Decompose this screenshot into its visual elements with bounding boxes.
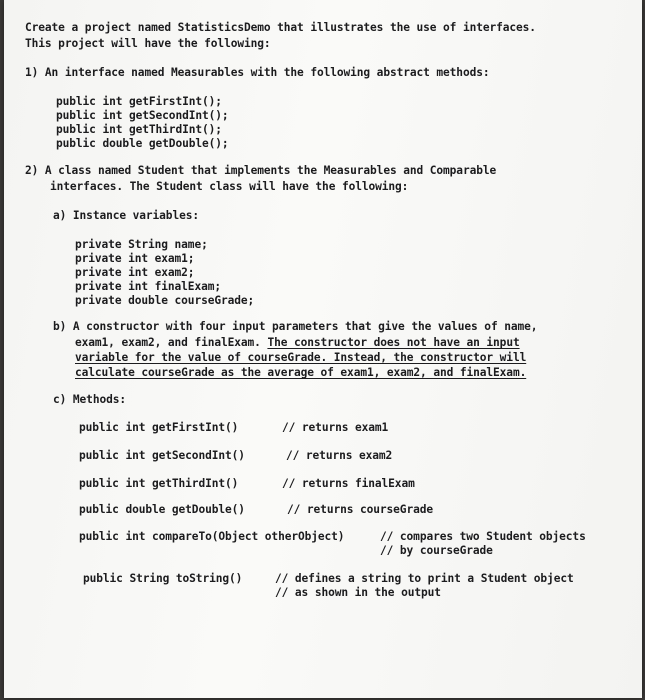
instance-variable-line: private int finalExam; [75, 280, 221, 293]
method-signature: public String toString() [83, 572, 243, 585]
method-comment-continued: // by courseGrade [380, 544, 493, 557]
method-comment: // compares two Student objects [380, 530, 586, 543]
section-c-heading: c) Methods: [53, 393, 126, 406]
interface-method-line: public double getDouble(); [56, 137, 229, 150]
interface-method-line: public int getThirdInt(); [56, 123, 222, 136]
section-b-line-4: calculate courseGrade as the average of exam1, exam2, and finalExam. [75, 366, 527, 379]
interface-method-line: public int getFirstInt(); [56, 95, 222, 108]
method-signature: public int getThirdInt() [79, 477, 239, 490]
method-comment: // returns exam2 [286, 449, 393, 462]
instance-variable-line: private double courseGrade; [75, 294, 255, 307]
part1-heading: 1) An interface named Measurables with the following abstract methods: [25, 66, 490, 79]
section-b-line-1: b) A constructor with four input parameters that give the values of name, [53, 320, 538, 333]
intro-line-2: This project will have the following: [25, 37, 271, 50]
method-signature: public int compareTo(Object otherObject) [79, 530, 345, 543]
method-comment: // returns courseGrade [287, 503, 433, 516]
intro-line-1: Create a project named StatisticsDemo that illustrates the use of interfaces. [25, 21, 536, 34]
method-comment: // returns exam1 [282, 421, 389, 434]
method-comment: // returns finalExam [282, 477, 415, 490]
method-comment: // defines a string to print a Student object [275, 572, 574, 585]
interface-method-line: public int getSecondInt(); [56, 109, 229, 122]
section-b-line-2 [75, 336, 520, 350]
section-a-heading: a) Instance variables: [53, 209, 199, 222]
method-comment-continued: // as shown in the output [275, 586, 441, 599]
section-b-line-2-underlined: The constructor does not have an input [267, 336, 520, 349]
method-signature: public int getFirstInt() [79, 421, 239, 434]
document-page [4, 0, 642, 698]
instance-variable-line: private String name; [75, 238, 208, 251]
method-signature: public int getSecondInt() [79, 449, 245, 462]
section-b-line-3: variable for the value of courseGrade. Instead, the constructor will [75, 351, 527, 364]
part2-line-2: interfaces. The Student class will have the following: [50, 180, 409, 193]
part2-line-1: 2) A class named Student that implements the Measurables and Comparable [25, 164, 497, 177]
instance-variable-line: private int exam2; [75, 266, 195, 279]
instance-variable-line: private int exam1; [75, 252, 195, 265]
method-signature: public double getDouble() [79, 503, 245, 516]
section-b-line-2-plain: exam1, exam2, and finalExam. [75, 336, 268, 349]
